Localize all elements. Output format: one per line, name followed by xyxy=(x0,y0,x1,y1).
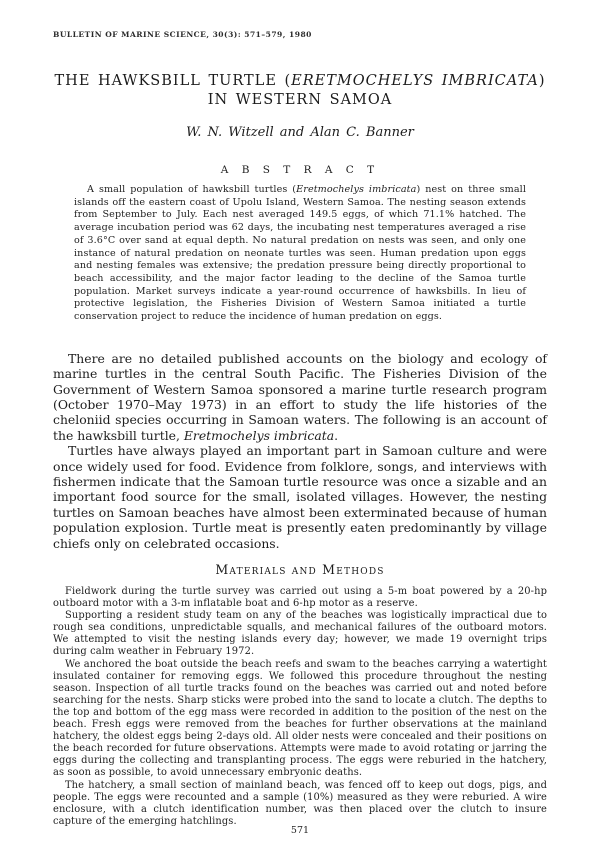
introduction-section xyxy=(53,351,547,551)
species-name-abstract: Eretmochelys imbricata xyxy=(296,184,417,195)
methods-paragraph-4: The hatchery, a small section of mainland beach, was fenced off to keep out dogs, pigs, and people. The eggs were recounted and a sample (10%) measured as they were reburied. A wire enclosure, with a clutch identification number, was then placed over the clutch to insure capture of the emerging hatchlings. xyxy=(53,779,547,827)
article-title xyxy=(53,72,547,110)
methods-section-heading: Materials and Methods xyxy=(215,562,385,578)
abstract-heading: A B S T R A C T xyxy=(220,164,380,176)
species-name-title: ERETMOCHELYS IMBRICATA xyxy=(291,73,539,89)
abstract-segment: A small population of hawksbill turtles ( xyxy=(87,184,297,195)
article-title-line-2: IN WESTERN SAMOA xyxy=(207,92,393,108)
abstract-text xyxy=(74,184,526,324)
intro-paragraph-1 xyxy=(53,351,547,443)
title-text: THE HAWKSBILL TURTLE ( xyxy=(54,73,292,89)
title-text-close: ) xyxy=(538,73,546,89)
methods-paragraph-2: Supporting a resident study team on any of the beaches was logistically impractical due to rough sea conditions, unpredictable squalls, and mechanical failures of the outboard motors. We attempted to visit the nesting islands every day; however, we made 19 overnight trips during calm weather in February 1972. xyxy=(53,610,547,658)
intro-segment-end: . xyxy=(334,427,339,443)
methods-paragraph-1: Fieldwork during the turtle survey was carried out using a 5-m boat powered by a 20-hp outboard motor with a 3-m inflatable boat and 6-hp motor as a reserve. xyxy=(53,586,547,610)
methods-section xyxy=(53,586,547,828)
intro-paragraph-2: Turtles have always played an important part in Samoan culture and were once widely used for food. Evidence from folklore, songs, and interviews with fishermen indicate that the Samoan turtle resource was once a sizable and an important food source for the small, isolated villages. However, the nesting turtles on Samoan beaches have almost been exterminated because of human population explosion. Turtle meat is presently eaten predominantly by village chiefs only on celebrated occasions. xyxy=(53,443,547,551)
journal-citation-header: BULLETIN OF MARINE SCIENCE, 30(3): 571–579, 1980 xyxy=(53,30,312,39)
methods-paragraph-3: We anchored the boat outside the beach reefs and swam to the beaches carrying a watertight insulated container for removing eggs. We followed this procedure throughout the nesting season. Inspection of all turtle tracks found on the beaches was carried out and noted before searching for the nests. Sharp sticks were probed into the sand to locate a clutch. The depths to the top and bottom of the egg mass were recorded in addition to the position of the nest on the beach. Fresh eggs were removed from the beaches for further observations at the mainland hatchery, the oldest eggs being 2-days old. All older nests were concealed and their positions on the beach recorded for future observations. Attempts were made to avoid rotating or jarring the eggs during the collecting and transplanting process. The eggs were reburied in the hatchery, as soon as possible, to avoid unnecessary embryonic deaths. xyxy=(53,658,547,779)
article-title-line-1 xyxy=(53,72,547,91)
abstract-segment-rest: ) nest on three small islands off the eastern coast of Upolu Island, Western Samoa. The nesting season extends from September to July. Each nest averaged 149.5 eggs, of which 71.1% hatched. The average incubation period was 62 days, the incubating nest temperatures averaged a rise of 3.6°C over sand at equal depth. No natural predation on nests was seen, and only one instance of natural predation on neonate turtles was seen. Human predation upon eggs and nesting females was extensive; the predation pressure being directly proportional to beach accessibility, and the major factor leading to the decline of the Samoa turtle population. Market surveys indicate a year-round occurrence of hawksbills. In lieu of protective legislation, the Fisheries Division of Western Samoa initiated a turtle conservation project to reduce the incidence of human predation on eggs. xyxy=(74,184,527,323)
authors-byline: W. N. Witzell and Alan C. Banner xyxy=(186,125,414,140)
page-number: 571 xyxy=(290,825,310,836)
intro-segment: There are no detailed published accounts on the biology and ecology of marine turtles in the central South Pacific. The Fisheries Division of the Government of Western Samoa sponsored a marine turtle research program (October 1970–May 1973) in an effort to study the life histories of the cheloniid species occurring in Samoan waters. The following is an account of the hawksbill turtle, xyxy=(53,350,547,443)
species-name-intro: Eretmochelys imbricata xyxy=(183,427,335,443)
